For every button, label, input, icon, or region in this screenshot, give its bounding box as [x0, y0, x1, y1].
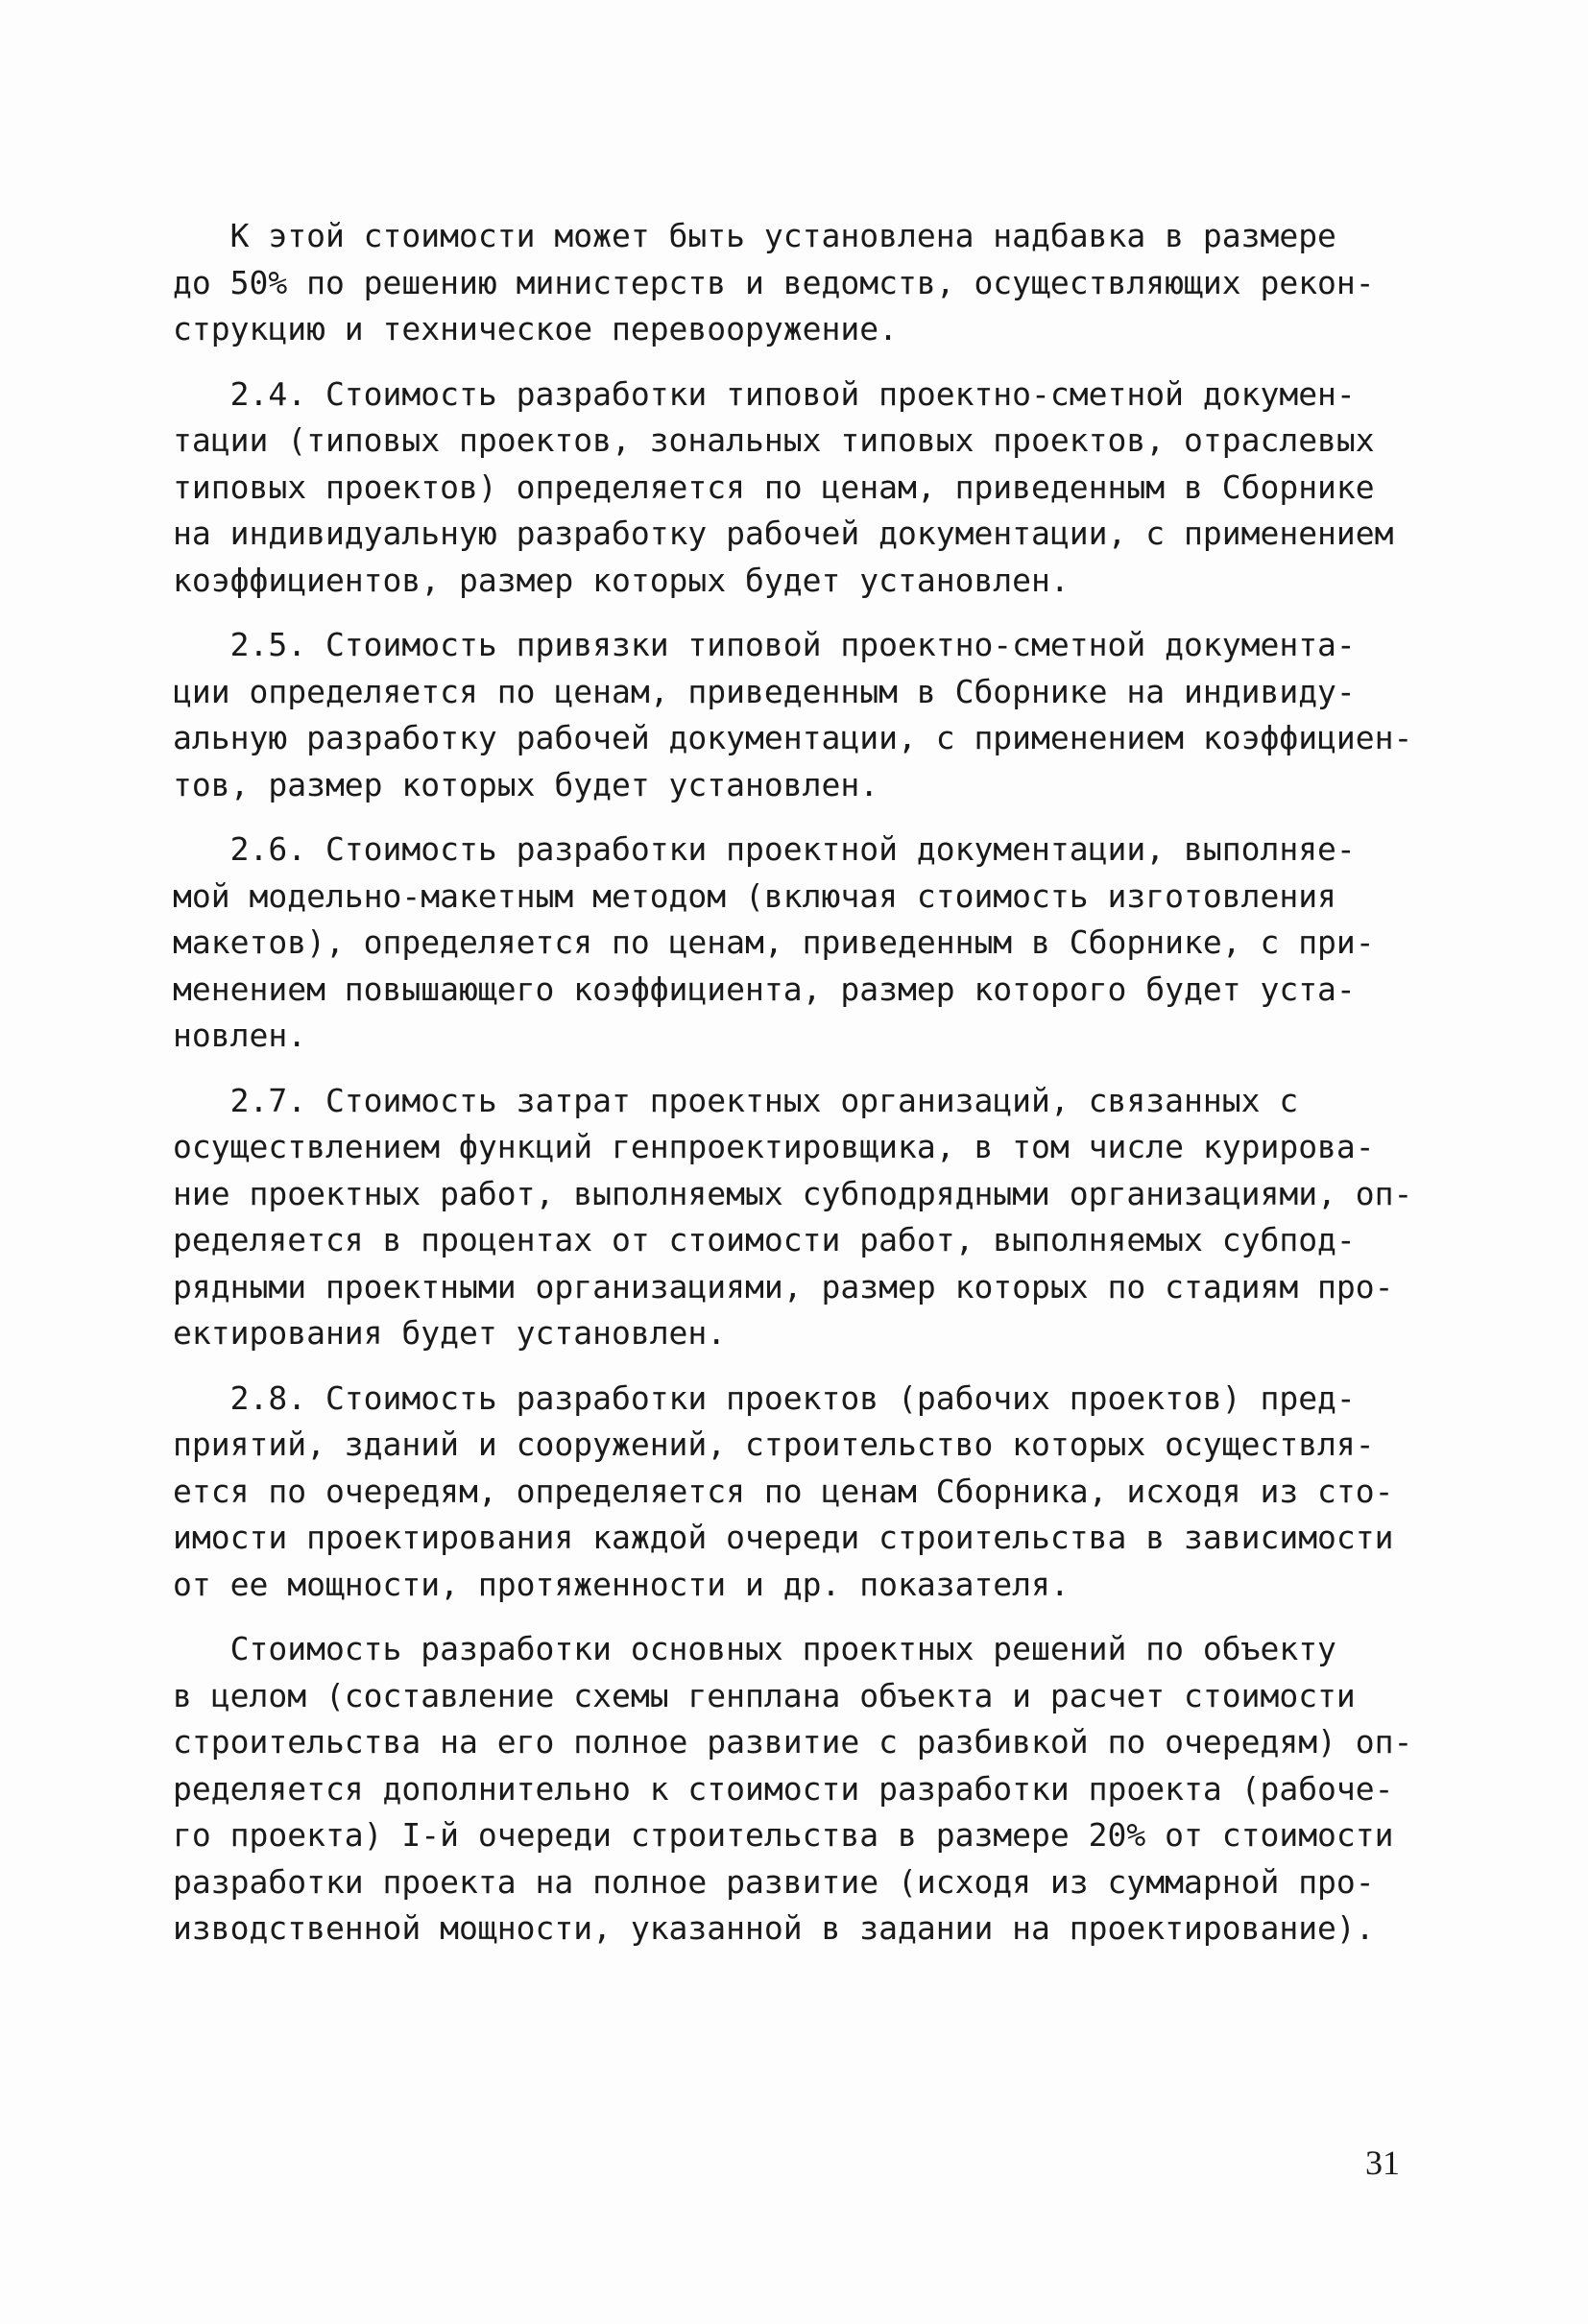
text-line: ределяется в процентах от стоимости работ, выполняемых субпод- — [173, 1221, 1356, 1258]
text-line: тов, размер которых будет установлен. — [173, 765, 879, 803]
text-line: альную разработку рабочей документации, с применением коэффициен- — [173, 719, 1413, 756]
text-line: разработки проекта на полное развитие (исходя из суммарной про- — [173, 1862, 1375, 1901]
document-body — [173, 213, 1450, 1971]
paragraph-basic-design — [173, 1626, 1450, 1953]
text-line: ектирования будет установлен. — [173, 1314, 727, 1352]
text-line: ределяется дополнительно к стоимости разработки проекта (рабоче- — [173, 1769, 1394, 1808]
text-line: от ее мощности, протяженности и др. показателя. — [173, 1565, 1070, 1603]
text-line: изводственной мощности, указанной в задании на проектирование). — [173, 1909, 1375, 1947]
paragraph-2-4 — [173, 371, 1450, 605]
text-line: 2.8. Стоимость разработки проектов (рабочих проектов) пред- — [173, 1378, 1356, 1417]
text-line: тации (типовых проектов, зональных типовых проектов, отраслевых — [173, 421, 1375, 459]
text-line: приятий, зданий и сооружений, строительство которых осуществля- — [173, 1426, 1375, 1463]
text-line: 2.5. Стоимость привязки типовой проектно-сметной документа- — [173, 626, 1356, 663]
paragraph-2-6 — [173, 827, 1450, 1060]
text-line: ние проектных работ, выполняемых субподрядными организациями, оп- — [173, 1174, 1413, 1212]
text-line: новлен. — [173, 1017, 307, 1054]
text-line: до 50% по решению министерств и ведомств, осуществляющих рекон- — [173, 263, 1375, 301]
text-line: го проекта) I-й очереди строительства в размере 20% от стоимости — [173, 1816, 1394, 1854]
text-line: в целом (составление схемы генплана объекта и расчет стоимости — [173, 1676, 1356, 1714]
text-line: рядными проектными организациями, размер которых по стадиям про- — [173, 1267, 1394, 1306]
text-line: на индивидуальную разработку рабочей документации, с применением — [173, 515, 1394, 552]
text-line: 2.6. Стоимость разработки проектной документации, выполняе- — [173, 830, 1356, 868]
text-line: макетов), определяется по ценам, приведенным в Сборнике, с при- — [173, 923, 1375, 961]
text-line: 2.4. Стоимость разработки типовой проектно-сметной докумен- — [173, 374, 1356, 413]
paragraph-2-5 — [173, 622, 1450, 808]
page-number: 31 — [1365, 2144, 1400, 2182]
text-line: коэффициентов, размер которых будет установлен. — [173, 561, 1070, 599]
text-line: струкцию и техническое перевооружение. — [173, 310, 898, 347]
text-line: К этой стоимости может быть установлена надбавка в размере — [173, 217, 1336, 254]
text-line: ется по очередям, определяется по ценам Сборника, исходя из сто- — [173, 1472, 1394, 1510]
paragraph-2-7 — [173, 1078, 1450, 1357]
text-line: имости проектирования каждой очереди строительства в зависимости — [173, 1519, 1394, 1556]
text-line: осуществлением функций генпроектировщика, в том числе курирова- — [173, 1128, 1375, 1165]
text-line: 2.7. Стоимость затрат проектных организаций, связанных с — [173, 1081, 1299, 1119]
text-line: менением повышающего коэффициента, размер которого будет уста- — [173, 970, 1356, 1008]
text-line: Стоимость разработки основных проектных решений по объекту — [173, 1630, 1336, 1667]
text-line: мой модельно-макетным методом (включая стоимость изготовления — [173, 876, 1336, 915]
paragraph-surcharge — [173, 213, 1450, 353]
text-line: строительства на его полное развитие с разбивкой по очередям) оп- — [173, 1723, 1413, 1761]
text-line: ции определяется по ценам, приведенным в Сборнике на индивиду- — [173, 672, 1356, 710]
text-line: типовых проектов) определяется по ценам, приведенным в Сборнике — [173, 467, 1375, 506]
paragraph-2-8 — [173, 1376, 1450, 1609]
